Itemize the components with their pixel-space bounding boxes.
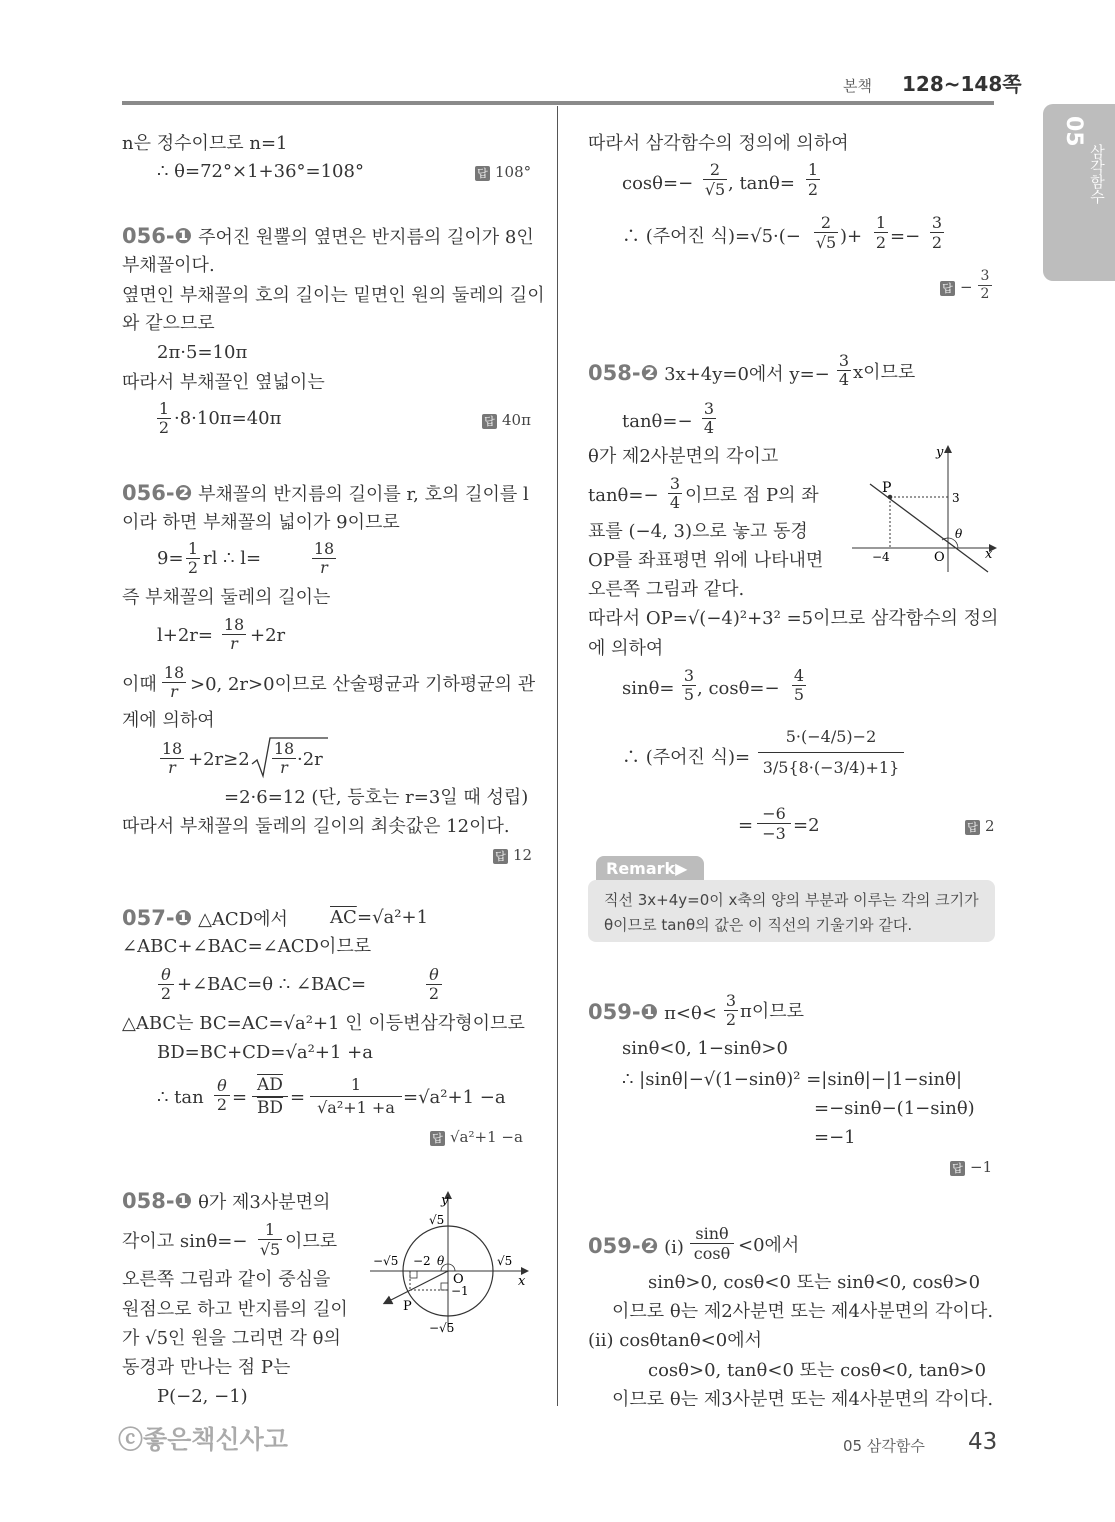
problem-id-056-1: 056-❶ [122,224,193,248]
problem-056-2-line3a: 9= [157,548,184,569]
problem-057-1-line6a: ∴ tan [157,1087,204,1108]
problem-056-2-line6a: 이때 [122,674,157,695]
problem-058-2-line5: 표를 (−4, 3)으로 놓고 동경 [588,521,808,542]
answer-057-1: 답 √a²+1 −a [430,1128,523,1146]
header-ref-prefix: 본책 [843,77,872,95]
problem-id-058-1: 058-❶ [122,1189,193,1213]
problem-059-2-line1: 059-❷ (i) [588,1234,684,1258]
problem-059-1-line2: sinθ<0, 1−sinθ>0 [622,1038,788,1059]
problem-058-1-line6: 동경과 만나는 점 P는 [122,1357,291,1378]
fig1-right: √5 [497,1254,513,1268]
problem-057-1-line1c: =√a²+1 [357,907,429,928]
problem-057-1-ac: $\overline{AC}$ [330,907,357,928]
problem-id-059-1: 059-❶ [588,1000,659,1024]
problem-058-1-line5: 가 √5인 원을 그리면 각 θ의 [122,1328,341,1349]
chapter-side-tab [1043,104,1115,281]
footer-chapter: 05 삼각함수 [843,1437,925,1455]
chapter-title: 삼각함수 [1088,144,1106,204]
right-top-line2a: cosθ=− [622,173,694,194]
fraction-2-over-sqrt5-b: 2 √5 [815,213,837,252]
big-fraction [758,722,904,783]
problem-056-2-line9: =2·6=12 (단, 등호는 r=3일 때 성립) [224,787,529,808]
problem-058-1-line1: 058-❶ θ가 제3사분면의 [122,1189,331,1213]
problem-058-1-line7: P(−2, −1) [157,1386,248,1407]
problem-058-2-line11a: ∴ (주어진 식)= [622,747,751,768]
fraction-18-over-r-4: 18 r [161,739,183,777]
fig1-minus2: −2 [413,1254,431,1268]
problem-057-1-eq2: = [290,1087,306,1108]
fraction-18-over-r-2: 18 r [223,615,245,653]
fig1-point-p: P [403,1299,412,1314]
fraction-3-4-b: 3 4 [703,399,715,437]
figure-circle-unit [365,1190,535,1340]
problem-058-2-line1b: x이므로 [853,362,916,383]
chapter-number: 05 [1061,116,1086,147]
problem-059-1-line3: ∴ |sinθ|−√(1−sinθ)² =|sinθ|−|1−sinθ| [622,1069,963,1090]
fig2-theta-label: θ [955,527,963,541]
problem-059-2-line4: (ii) cosθtanθ<0에서 [588,1330,762,1351]
fig1-origin: O [453,1272,464,1287]
problem-057-1-line2: ∠ABC+∠BAC=∠ACD이므로 [122,936,372,957]
problem-058-2-line4a: tanθ=− [588,485,659,506]
fraction-3-5: 3 5 [683,666,695,704]
fig2-origin-label: O [934,550,945,565]
problem-056-2-line5a: l+2r= [157,625,213,646]
problem-058-1-line2b: 이므로 [285,1231,338,1252]
problem-056-2-line4: 즉 부채꼴의 둘레의 길이는 [122,587,331,608]
problem-056-2-line10: 따라서 부채꼴의 둘레의 길이의 최솟값은 12이다. [122,816,510,837]
problem-058-1-line2a: 각이고 sinθ=− [122,1231,248,1252]
fraction-1-2: 1 2 [807,160,819,199]
problem-058-2-line10a: sinθ= [622,678,675,699]
fraction-18-over-r-5: 18 r [273,739,295,777]
fraction-1-over-sqrt: 1 √a²+1 +a [310,1074,402,1119]
right-top-line1: 따라서 삼각함수의 정의에 의하여 [588,133,849,154]
problem-058-2-line12a: = [738,815,754,836]
problem-059-1-line1b: π이므로 [740,1001,804,1022]
left-top-line2: ∴ θ=72°×1+36°=108° [157,161,364,182]
big-fraction-denominator: 3/5{8·(−3/4)+1} [758,752,904,783]
fig1-x-label: x [518,1274,526,1289]
big-fraction-numerator: 5·(−4/5)−2 [785,727,877,746]
problem-059-2-line2: sinθ>0, cosθ<0 또는 sinθ<0, cosθ>0 [648,1272,981,1293]
remark-line1: 직선 3x+4y=0이 x축의 양의 부분과 이루는 각의 크기가 [604,891,979,909]
footer-page-number: 43 [968,1429,998,1455]
fig2-p-label: P [882,480,892,496]
fraction-1-over-sqrt5: 1 √5 [259,1220,281,1259]
problem-058-2-line8: 따라서 OP=√(−4)²+3² =5이므로 삼각함수의 정의 [588,608,999,629]
fraction-half: 1 2 [158,399,170,437]
fraction-theta-2c: θ 2 [214,1077,230,1114]
problem-058-2-line10b: , cosθ=− [697,678,780,699]
right-top-line3a: ∴ (주어진 식)=√5·(− [622,226,801,247]
problem-id-056-2: 056-❷ [122,481,193,505]
answer-056-1: 답 40π [482,411,531,429]
fraction-18-over-r-3: 18 r [163,663,185,701]
fig1-y-label: y [441,1193,449,1208]
problem-058-1-line3: 오른쪽 그림과 같이 중심을 [122,1269,331,1290]
remark-tag: Remark▶ [596,856,704,882]
problem-057-1-line4: △ABC는 BC=AC=√a²+1 인 이등변삼각형이므로 [122,1013,525,1034]
fraction-4-5: 4 5 [793,666,805,704]
problem-058-1-line4: 원점으로 하고 반지름의 길이 [122,1299,348,1320]
header-ref-pages: 128~148쪽 [902,72,1022,96]
problem-059-1-line4: =−sinθ−(1−sinθ) [814,1098,975,1119]
fraction-3-2: 3 2 [931,213,943,252]
problem-056-2-line5b: +2r [250,625,286,646]
fig1-theta: θ [437,1254,445,1268]
header-rule [122,101,994,105]
left-top-line1: n은 정수이므로 n=1 [122,133,288,154]
fraction-3-4: 3 4 [838,351,850,389]
problem-id-059-2: 059-❷ [588,1234,659,1258]
problem-056-2-line2: 이라 하면 부채꼴의 넓이가 9이므로 [122,512,400,533]
terminal-side [387,1271,448,1302]
figure-coordinate-line [848,444,998,579]
right-top-line2b: , tanθ= [728,173,795,194]
problem-057-1-line6c: =√a²+1 −a [403,1087,506,1108]
fig1-bottom: −√5 [429,1321,455,1335]
problem-059-1-line1: 059-❶ π<θ< [588,1000,717,1024]
problem-056-2-line8b: ·2r [297,749,323,770]
right-top-line3b: )+ [840,226,863,247]
fraction-ad-bd: $\overline{AD}$ $\overline{BD}$ [252,1074,288,1119]
fraction-neg6-neg3: −6 −3 [757,804,791,843]
problem-058-2-line6: OP를 좌표평면 위에 나타내면 [588,550,824,571]
fraction-1-2-b: 1 2 [875,213,887,252]
problem-056-1-line7: ·8·10π=40π [174,408,282,429]
fraction-3-4-c: 3 4 [669,474,681,512]
fraction-half-2: 1 2 [187,539,199,577]
column-divider [557,106,558,1406]
right-top-line3c: =− [890,226,921,247]
answer-059-1: 답 −1 [950,1158,992,1176]
fraction-2-over-sqrt5: 2 √5 [704,160,726,199]
problem-058-2-line9: 에 의하여 [588,638,664,659]
problem-058-2-line3: θ가 제2사분면의 각이고 [588,446,779,467]
fraction-theta-2b: θ 2 [426,966,442,1003]
problem-056-2-line7: 계에 의하여 [122,710,215,731]
answer-056-2: 답 12 [493,846,532,864]
problem-058-2-line12b: =2 [793,815,820,836]
fraction-18-over-r: 18 r [313,539,335,577]
right-angle-mark-1 [410,1271,417,1278]
problem-059-2-line1b: <0에서 [738,1235,800,1256]
problem-059-2-line3: 이므로 θ는 제2사분면 또는 제4사분면의 각이다. [612,1301,994,1322]
problem-059-1-line5: =−1 [814,1127,856,1148]
problem-058-2-line4b: 이므로 점 P의 좌 [685,485,819,506]
problem-058-2-line7: 오른쪽 그림과 같다. [588,579,745,600]
fraction-sin-cos: sinθ cosθ [690,1224,734,1263]
problem-056-1-line4: 와 같으므로 [122,313,215,334]
fig2-x-label: x [985,547,993,562]
problem-056-1-line5: 2π·5=10π [157,342,248,363]
problem-056-2-line6b: >0, 2r>0이므로 산술평균과 기하평균의 관 [190,674,536,695]
problem-057-1-line5: BD=BC+CD=√a²+1 +a [157,1042,373,1063]
right-angle-mark-2 [441,1283,448,1290]
fig2-three-label: 3 [952,491,960,505]
answer-058-2: 답 2 [965,817,995,835]
problem-id-058-2: 058-❷ [588,361,659,385]
problem-056-1-line3: 옆면인 부채꼴의 호의 길이는 밑면인 원의 둘레의 길이 [122,285,545,306]
problem-057-1-line3a: +∠BAC=θ ∴ ∠BAC= [177,974,367,995]
problem-id-057-1: 057-❶ [122,906,193,930]
fig1-top: √5 [429,1213,445,1227]
fig1-left: −√5 [373,1254,399,1268]
problem-058-2-line2a: tanθ=− [622,411,693,432]
fig2-y-label: y [936,445,944,460]
fig1-minus1: −1 [451,1284,469,1298]
problem-059-2-line6: 이므로 θ는 제3사분면 또는 제4사분면의 각이다. [612,1389,994,1410]
problem-058-2-line1: 058-❷ 3x+4y=0에서 y=− [588,361,830,385]
problem-059-2-line5: cosθ>0, tanθ<0 또는 cosθ<0, tanθ>0 [648,1360,987,1381]
problem-056-2-line8a: +2r≥2 [188,749,250,770]
fraction-3-2-pi: 3 2 [725,991,737,1029]
answer-055: 답 108° [475,163,531,181]
problem-057-1-line1: 057-❶ △ACD에서 [122,906,288,930]
answer-057-2: 답 − [940,278,973,296]
problem-056-2-line3b: rl ∴ l= [203,548,262,569]
fraction-theta-2: θ 2 [158,966,174,1003]
problem-056-1-line6: 따라서 부채꼴인 옆넓이는 [122,372,325,393]
footer-publisher: ⓒ좋은책신사고 [118,1425,288,1454]
problem-056-1-line1: 056-❶ 주어진 원뿔의 옆면은 반지름의 길이가 8인 [122,224,534,248]
fig2-minus4-label: −4 [872,550,890,564]
answer-fraction-3-2: 3 2 [978,268,992,303]
problem-057-1-eq1: = [232,1087,248,1108]
problem-056-1-line2: 부채꼴이다. [122,255,215,276]
problem-056-2-line1: 056-❷ 부채꼴의 반지름의 길이를 r, 호의 길이를 l [122,481,529,505]
remark-line2: θ이므로 tanθ의 값은 이 직선의 기울기와 같다. [604,916,913,934]
